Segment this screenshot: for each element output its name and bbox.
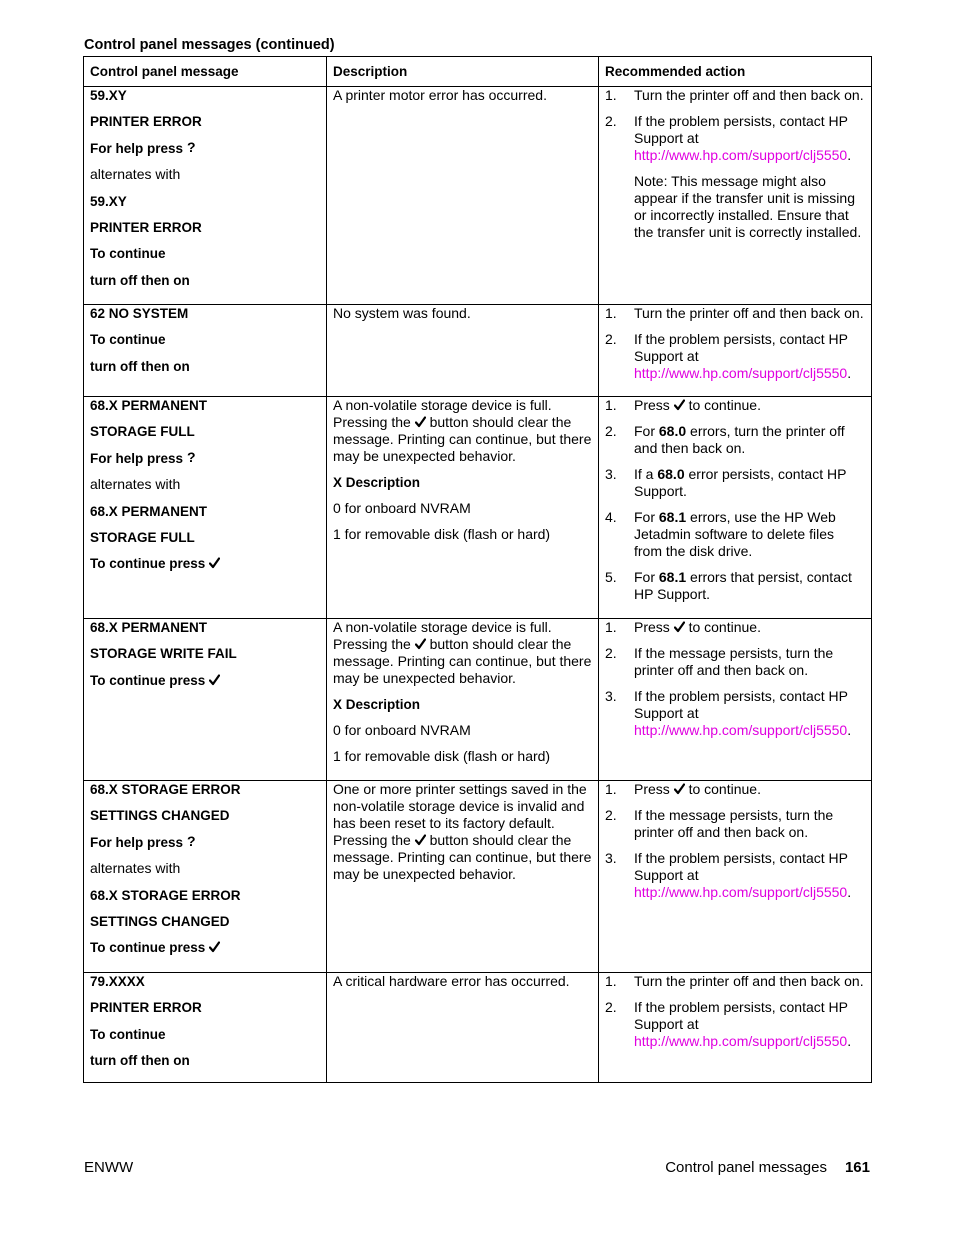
checkmark-icon xyxy=(209,674,220,686)
action-steps-list xyxy=(605,305,865,382)
message-line xyxy=(90,672,320,689)
action-step xyxy=(605,619,865,636)
action-step xyxy=(605,850,865,901)
error-code: 68.1 xyxy=(658,509,687,525)
message-line xyxy=(90,973,320,990)
step-number: 2. xyxy=(605,113,617,129)
help-icon: ? xyxy=(187,138,196,155)
action-steps-list xyxy=(605,781,865,901)
step-text: Turn the printer off and then back on. xyxy=(634,87,864,103)
message-line-text: 68.X PERMANENT xyxy=(90,398,208,413)
description-cell xyxy=(327,87,599,305)
step-text-after: to continue. xyxy=(684,619,761,635)
hp-support-link[interactable]: http://www.hp.com/support/clj5550 xyxy=(634,884,848,900)
message-line-text: For help press xyxy=(90,834,184,850)
description-text: One or more printer settings saved in the non-volatile storage device is invalid and has been reset to its factory default. Pressing the xyxy=(333,781,587,848)
action-step xyxy=(605,113,865,164)
message-line xyxy=(90,358,320,375)
message-cell xyxy=(84,973,327,1083)
message-line xyxy=(90,860,320,877)
action-step xyxy=(605,87,865,104)
message-line-text: SETTINGS CHANGED xyxy=(90,808,230,824)
message-line xyxy=(90,1052,320,1069)
checkmark-icon xyxy=(415,834,426,846)
step-number: 2. xyxy=(605,645,617,661)
recommended-action-cell xyxy=(599,305,872,397)
step-number: 3. xyxy=(605,688,617,704)
step-number: 2. xyxy=(605,807,617,823)
description-text: A printer motor error has occurred. xyxy=(333,87,547,103)
recommended-action-cell xyxy=(599,619,872,781)
message-line xyxy=(90,450,320,467)
step-text-after: . xyxy=(847,884,852,900)
description-text: 0 for onboard NVRAM xyxy=(333,500,471,516)
step-text: For xyxy=(634,509,659,525)
action-steps-list xyxy=(605,87,865,164)
page-number: 161 xyxy=(844,1159,870,1176)
step-number: 1. xyxy=(605,305,617,321)
description-text-after: button should clear the message. Printing can continue, but there may be unexpected behavior. xyxy=(333,832,592,882)
message-cell xyxy=(84,305,327,397)
hp-support-link[interactable]: http://www.hp.com/support/clj5550 xyxy=(634,365,848,381)
message-cell xyxy=(84,397,327,619)
message-line-text: To continue press xyxy=(90,940,206,956)
action-steps-list xyxy=(605,397,865,603)
action-step xyxy=(605,999,865,1050)
description-paragraph xyxy=(333,500,592,517)
step-number: 2. xyxy=(605,331,617,347)
description-text: X Description xyxy=(333,475,421,490)
message-line-text: To continue press xyxy=(90,556,206,572)
checkmark-icon xyxy=(415,416,426,428)
message-line-text: 68.X PERMANENT xyxy=(90,620,208,635)
recommended-action-cell xyxy=(599,973,872,1083)
description-text-after: button should clear the message. Printing can continue, but there may be unexpected behavior. xyxy=(333,414,592,464)
message-line xyxy=(90,423,320,440)
description-paragraph xyxy=(333,526,592,543)
description-paragraph xyxy=(333,305,592,322)
action-step xyxy=(605,466,865,500)
message-line-text: 68.X STORAGE ERROR xyxy=(90,887,241,903)
description-paragraph xyxy=(333,973,592,990)
step-text: If the problem persists, contact HP Support at xyxy=(634,999,848,1032)
column-header-description: Description xyxy=(327,57,599,87)
message-line-text: 59.XY xyxy=(90,193,127,209)
step-text: Turn the printer off and then back on. xyxy=(634,973,864,989)
message-line-text: PRINTER ERROR xyxy=(90,219,202,235)
step-text-after: . xyxy=(847,722,852,738)
message-line-text: alternates with xyxy=(90,166,181,183)
action-steps-list xyxy=(605,619,865,739)
column-header-action: Recommended action xyxy=(599,57,872,87)
message-line-text: To continue press xyxy=(90,672,206,688)
description-paragraph xyxy=(333,397,592,465)
table-row xyxy=(84,973,872,1083)
checkmark-icon xyxy=(415,638,426,650)
action-step xyxy=(605,397,865,414)
message-line-text: 68.X PERMANENT xyxy=(90,503,208,519)
step-number: 1. xyxy=(605,619,617,635)
description-cell xyxy=(327,397,599,619)
message-line xyxy=(90,781,320,798)
message-line xyxy=(90,272,320,289)
message-line xyxy=(90,1026,320,1043)
error-code: 68.0 xyxy=(657,466,685,482)
description-paragraph xyxy=(333,748,592,765)
step-text: If a xyxy=(634,466,658,482)
footer-section-title: Control panel messages xyxy=(665,1159,827,1176)
step-number: 1. xyxy=(605,973,617,989)
error-code: 68.1 xyxy=(658,569,687,585)
action-step xyxy=(605,331,865,382)
description-text: A non-volatile storage device is full. Pressing the xyxy=(333,619,552,652)
message-line xyxy=(90,555,320,572)
step-number: 3. xyxy=(605,850,617,866)
action-step xyxy=(605,973,865,990)
description-text: A non-volatile storage device is full. Pressing the xyxy=(333,397,552,430)
description-paragraph xyxy=(333,474,592,491)
step-text: Turn the printer off and then back on. xyxy=(634,305,864,321)
table-row xyxy=(84,87,872,305)
description-cell xyxy=(327,973,599,1083)
description-text: 1 for removable disk (flash or hard) xyxy=(333,748,551,764)
hp-support-link[interactable]: http://www.hp.com/support/clj5550 xyxy=(634,147,848,163)
message-line-text: 59.XY xyxy=(90,88,127,103)
step-number: 3. xyxy=(605,466,617,482)
step-number: 5. xyxy=(605,569,617,585)
step-text-after: . xyxy=(847,1033,852,1049)
message-line-text: STORAGE WRITE FAIL xyxy=(90,646,237,662)
step-text-after: . xyxy=(847,365,852,381)
message-line-text: To continue xyxy=(90,246,166,262)
table-row xyxy=(84,305,872,397)
message-line-text: PRINTER ERROR xyxy=(90,1000,202,1016)
table-caption: Control panel messages (continued) xyxy=(84,37,335,53)
action-step xyxy=(605,807,865,841)
help-icon: ? xyxy=(187,448,196,465)
description-paragraph xyxy=(333,722,592,739)
step-number: 2. xyxy=(605,999,617,1015)
message-line xyxy=(90,645,320,662)
step-text: If the message persists, turn the printer off and then back on. xyxy=(634,645,834,678)
checkmark-icon xyxy=(674,783,685,795)
step-number: 1. xyxy=(605,87,617,103)
step-text: For xyxy=(634,569,659,585)
message-line xyxy=(90,219,320,236)
checkmark-icon xyxy=(209,941,220,953)
message-line-text: alternates with xyxy=(90,476,181,493)
action-step xyxy=(605,509,865,560)
step-text: Press xyxy=(634,781,674,797)
column-header-message: Control panel message xyxy=(84,57,327,87)
step-text-after: . xyxy=(847,147,852,163)
step-number: 4. xyxy=(605,509,617,525)
message-line xyxy=(90,140,320,157)
checkmark-icon xyxy=(674,399,685,411)
message-line-text: 68.X STORAGE ERROR xyxy=(90,782,241,797)
message-line xyxy=(90,87,320,104)
message-line-text: For help press xyxy=(90,450,184,466)
description-paragraph xyxy=(333,781,592,883)
message-line xyxy=(90,113,320,130)
table-header-row xyxy=(84,57,872,87)
message-line xyxy=(90,529,320,546)
message-line-text: PRINTER ERROR xyxy=(90,114,202,130)
message-line xyxy=(90,245,320,262)
message-line xyxy=(90,887,320,904)
step-text: If the message persists, turn the printer off and then back on. xyxy=(634,807,834,840)
step-text: Press xyxy=(634,397,674,413)
message-line xyxy=(90,619,320,636)
action-steps-list xyxy=(605,973,865,1050)
message-line-text: STORAGE FULL xyxy=(90,529,195,545)
hp-support-link[interactable]: http://www.hp.com/support/clj5550 xyxy=(634,722,848,738)
message-line xyxy=(90,331,320,348)
message-line-text: turn off then on xyxy=(90,272,190,288)
message-line-text: turn off then on xyxy=(90,1053,190,1069)
message-line-text: To continue xyxy=(90,1026,166,1042)
step-number: 1. xyxy=(605,781,617,797)
recommended-action-cell xyxy=(599,781,872,973)
recommended-action-cell xyxy=(599,87,872,305)
table-row xyxy=(84,781,872,973)
table-row xyxy=(84,619,872,781)
checkmark-icon xyxy=(209,557,220,569)
footer-right xyxy=(665,1159,870,1176)
message-line-text: turn off then on xyxy=(90,358,190,374)
message-line-text: SETTINGS CHANGED xyxy=(90,913,230,929)
message-cell xyxy=(84,781,327,973)
help-icon: ? xyxy=(187,832,196,849)
action-step xyxy=(605,569,865,603)
control-panel-messages-table xyxy=(83,56,872,1083)
message-line-text: STORAGE FULL xyxy=(90,424,195,440)
step-text-after: to continue. xyxy=(684,397,761,413)
action-step xyxy=(605,781,865,798)
action-note: Note: This message might also appear if the transfer unit is missing or incorrectly installed. Ensure that the transfer unit is correctly installed. xyxy=(634,173,862,240)
message-line xyxy=(90,939,320,956)
action-step xyxy=(605,305,865,322)
step-text-after: errors, turn the printer off and then back on. xyxy=(634,423,845,456)
description-paragraph xyxy=(333,87,592,104)
message-line-text: 79.XXXX xyxy=(90,974,145,989)
step-text-after: to continue. xyxy=(684,781,761,797)
message-line xyxy=(90,807,320,824)
message-line-text: To continue xyxy=(90,332,166,348)
recommended-action-cell xyxy=(599,397,872,619)
step-text: Press xyxy=(634,619,674,635)
step-number: 1. xyxy=(605,397,617,413)
hp-support-link[interactable]: http://www.hp.com/support/clj5550 xyxy=(634,1033,848,1049)
action-step xyxy=(605,423,865,457)
description-paragraph xyxy=(333,696,592,713)
description-text: 0 for onboard NVRAM xyxy=(333,722,471,738)
table-row xyxy=(84,397,872,619)
message-line xyxy=(90,305,320,322)
checkmark-icon xyxy=(674,621,685,633)
message-cell xyxy=(84,619,327,781)
action-step xyxy=(605,688,865,739)
step-text: If the problem persists, contact HP Support at xyxy=(634,688,848,721)
step-text: If the problem persists, contact HP Support at xyxy=(634,113,848,146)
description-text-after: button should clear the message. Printing can continue, but there may be unexpected behavior. xyxy=(333,636,592,686)
message-line-text: For help press xyxy=(90,140,184,156)
description-cell xyxy=(327,619,599,781)
step-text-after: error persists, contact HP Support. xyxy=(634,466,847,499)
error-code: 68.0 xyxy=(658,423,687,439)
message-line xyxy=(90,166,320,183)
message-line xyxy=(90,397,320,414)
step-text-after: errors that persist, contact HP Support. xyxy=(634,569,852,602)
description-text: X Description xyxy=(333,697,421,712)
action-step xyxy=(605,645,865,679)
message-line xyxy=(90,193,320,210)
description-text: 1 for removable disk (flash or hard) xyxy=(333,526,551,542)
message-line-text: alternates with xyxy=(90,860,181,877)
footer-left-label: ENWW xyxy=(84,1159,134,1176)
step-text: For xyxy=(634,423,659,439)
description-cell xyxy=(327,305,599,397)
message-line xyxy=(90,834,320,851)
message-line xyxy=(90,999,320,1016)
message-line xyxy=(90,476,320,493)
description-text: A critical hardware error has occurred. xyxy=(333,973,570,989)
description-paragraph xyxy=(333,619,592,687)
description-cell xyxy=(327,781,599,973)
description-text: No system was found. xyxy=(333,305,471,321)
message-line xyxy=(90,503,320,520)
message-cell xyxy=(84,87,327,305)
message-line xyxy=(90,913,320,930)
message-line-text: 62 NO SYSTEM xyxy=(90,306,189,321)
step-text-after: errors, use the HP Web Jetadmin software to delete files from the disk drive. xyxy=(634,509,836,559)
step-number: 2. xyxy=(605,423,617,439)
step-text: If the problem persists, contact HP Support at xyxy=(634,331,848,364)
step-text: If the problem persists, contact HP Support at xyxy=(634,850,848,883)
